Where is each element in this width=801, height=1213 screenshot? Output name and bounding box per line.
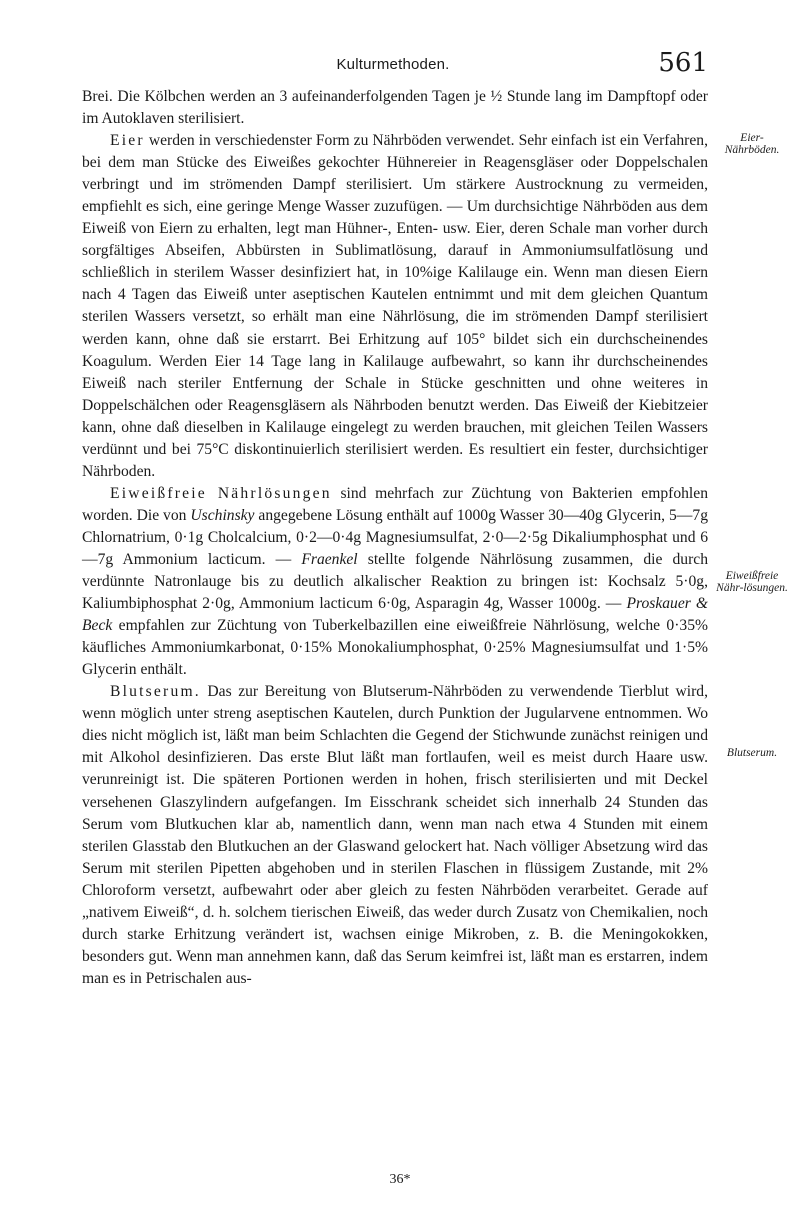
paragraph-kolbchen bbox=[82, 86, 708, 130]
running-title: Kulturmethoden. bbox=[336, 56, 450, 73]
body-text bbox=[82, 86, 708, 990]
paragraph-text: angegebene Lösung enthält auf 1000g Wasser 30—40g Glycerin, 5—7g Chlornatrium, 0·1g Cholcalcium, 0·2—0·4g Magnesiumsulfat, 2·0—2·5g Dikaliumphosphat und 6—7g Ammonium lacticum. — bbox=[82, 506, 708, 568]
paragraph-eiweissfreie bbox=[82, 483, 708, 681]
printer-signature: 36* bbox=[389, 1172, 411, 1187]
section-heading-eier: Eier bbox=[110, 132, 145, 150]
paragraph-text: empfahlen zur Züchtung von Tuberkelbazillen eine eiweißfreie Nährlösung, welche 0·35% käufliches Ammoniumkarbonat, 0·15% Monokaliumphosphat, 0·25% Magnesiumsulfat und 1·5% Glycerin enthält. bbox=[82, 617, 708, 679]
section-heading-eiweissfreie: Eiweißfreie Nährlösungen bbox=[110, 484, 332, 502]
paragraph-text: sind mehrfach zur Züchtung von Bakterien empfohlen worden. Die von bbox=[82, 484, 708, 524]
margin-note-blutserum: Blutserum. bbox=[726, 747, 778, 759]
section-heading-blutserum: Blutserum. bbox=[110, 683, 201, 701]
paragraph-eier bbox=[82, 130, 708, 483]
paragraph-text: werden in verschiedenster Form zu Nährböden verwendet. Sehr einfach ist ein Verfahren, bei dem man Stücke des Eiweißes gekochter Hühnereier in Reagensgläser oder Doppelschalen verbringt und im strömenden Dampf sterilisiert. Um stärkere Austrocknung zu vermeiden, empfiehlt es sich, eine geringe Menge Wasser zuzufügen. — Um durchsichtige Nährböden aus dem Eiweiß von Eiern zu erhalten, legt man Hühner-, Enten- usw. Eier, deren Schale man vorher durch sorgfältiges Abseifen, Abbürsten in Sublimatlösung, darauf in Ammoniumsulfatlösung und schließlich in sterilem Wasser desinfiziert hat, in 10%ige Kalilauge ein. Wenn man diesen Eiern nach 4 Tagen das Eiweiß unter aseptischen Kautelen entnimmt und mit dem gleichen Quantum sterilen Wassers versetzt, so erhält man eine Nährlösung, die im strömenden Dampf sterilisiert werden kann, ohne daß sie erstarrt. Bei Erhitzung auf 105° bildet sich ein durchscheinendes Koagulum. Werden Eier 14 Tage lang in Kalilauge aufbewahrt, so kann ihr durchscheinendes Eiweiß nach steriler Entfernung der Schale in Stücke geschnitten und ohne weiteres in Doppelschälchen oder Reagensgläsern als Nährboden benutzt werden. Das Eiweiß der Kiebitzeier kann, ohne daß dieselben in Kalilauge eingelegt zu werden brauchen, mit gleichen Teilen Wassers verdünnt und bei 75°C diskontinuierlich sterilisiert werden. Es resultiert ein fester, durchsichtiger Nährboden. bbox=[82, 132, 708, 480]
author-name: Proskauer & Beck bbox=[82, 595, 709, 635]
paragraph-text: stellte folgende Nährlösung zusammen, die durch verdünnte Natronlauge bis zu deutlich alkalischer Reaktion zu bringen ist: Kochsalz 5·0g, Kaliumbiphosphat 2·0g, Ammonium lacticum 6·0g, Asparagin 4g, Wasser 1000g. — bbox=[82, 550, 709, 613]
page-number: 561 bbox=[658, 48, 708, 78]
paragraph-text: Das zur Bereitung von Blutserum-Nährböden zu verwendende Tierblut wird, wenn möglich unter streng aseptischen Kautelen, durch Punktion der Jugularvene entnommen. Wo dies nicht möglich ist, läßt man beim Schlachten die Gegend der Stichwunde zunächst reinigen und mit Alkohol desinfizieren. Das erste Blut läßt man fortlaufen, weil es meist durch Haare usw. verunreinigt ist. Die späteren Portionen werden in hohen, frisch sterilisierten und mit Deckel versehenen Glaszylindern aufgefangen. Im Eisschrank scheidet sich innerhalb 24 Stunden das Serum vom Blutkuchen klar ab, namentlich dann, wenn man nach etwa 4 Stunden mit einem sterilen Glasstab den Blutkuchen an der Glaswand gelockert hat. Nach völliger Absetzung wird das Serum mit sterilen Pipetten abgehoben und in sterilen Flaschen in flüssigem Zustande, mit 2% Chloroform versetzt, aufbewahrt oder aber gleich zu festen Nährböden verarbeitet. Gerade auf „nativem Eiweiß“, d. h. solchem tierischen Eiweiß, das weder durch Zusatz von Chemikalien, noch durch starke Erhitzung verändert ist, wachsen einige Mikroben, z. B. die Meningokokken, besonders gut. Wenn man annehmen kann, daß das Serum keimfrei ist, läßt man es erstarren, indem man es in Petrischalen aus- bbox=[82, 683, 708, 987]
page-header bbox=[78, 48, 708, 84]
author-name: Fraenkel bbox=[301, 550, 358, 568]
author-name: Uschinsky bbox=[190, 506, 255, 524]
margin-note-eier: Eier-Nährböden. bbox=[724, 132, 780, 156]
paragraph-blutserum bbox=[82, 681, 708, 990]
margin-note-eiweissfreie: Eiweißfreie Nähr-lösungen. bbox=[716, 570, 788, 594]
paragraph-text: Brei. Die Kölbchen werden an 3 aufeinanderfolgenden Tagen je ½ Stunde lang im Dampftopf oder im Autoklaven sterilisiert. bbox=[82, 88, 708, 128]
